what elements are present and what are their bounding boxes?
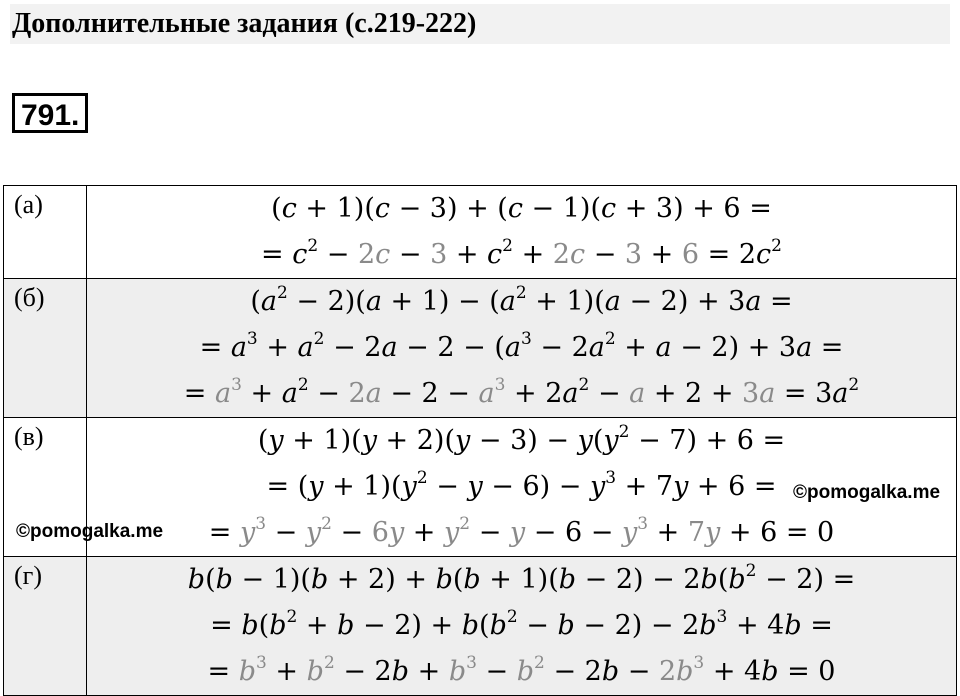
section-title: Дополнительные задания (с.219-222) — [12, 8, 477, 39]
row-label: (г) — [4, 557, 87, 696]
problem-number: 791. — [12, 93, 88, 133]
watermark: ©pomogalka.me — [16, 521, 164, 542]
solutions-table — [3, 185, 957, 696]
equation-line: (c + 1)(c − 3) + (c − 1)(c + 3) + 6 = — [271, 193, 772, 224]
row-label: (б) — [4, 279, 87, 418]
watermark: ©pomogalka.me — [793, 482, 941, 503]
math-cell — [87, 186, 957, 279]
row-g — [4, 557, 957, 696]
equation-line: $(a^2 - 2)(a + 1) - (a^2 + 1)(a - 2) + 3a$ = — [250, 283, 793, 317]
math-cell — [87, 557, 957, 696]
equation-line: = $(y + 1)(y^2 - y - 6) - y^3 + 7y + 6$ = — [266, 468, 777, 502]
equation-line: = $a^3 + a^2 - 2a - 2 - a^3 + 2a^2 - a + 2 + 3a = 3a^2$ — [183, 375, 860, 409]
equation-line: = $b^3 + b^2 - 2b + b^3 - b^2 - 2b - 2b^3 + 4b = 0$ — [207, 653, 836, 687]
math-cell — [87, 279, 957, 418]
row-label: (а) — [4, 186, 87, 279]
equation-line: = $a^3 + a^2 - 2a - 2 - (a^3 - 2a^2 + a - 2) + 3a$ = — [199, 329, 844, 363]
equation-line: = $c^2 - 2c - 3 + c^2 + 2c - 3 + 6 = 2c^2$ — [260, 236, 782, 270]
row-label: (в) — [4, 418, 87, 557]
equation-line: = $y^3 - y^2 - 6y + y^2 - y - 6 - y^3 + 7y + 6 = 0$ — [208, 514, 835, 548]
section-header — [10, 4, 950, 44]
equation-line: = $b(b^2 + b - 2) + b(b^2 - b - 2) - 2b^3 + 4b$ = — [210, 607, 833, 641]
equation-line: $(y + 1)(y + 2)(y - 3) - y(y^2 - 7) + 6$ = — [257, 422, 786, 456]
row-a — [4, 186, 957, 279]
row-b — [4, 279, 957, 418]
equation-line: $b(b - 1)(b + 2) + b(b + 1)(b - 2) - 2b(b^2 - 2)$ = — [187, 561, 856, 595]
